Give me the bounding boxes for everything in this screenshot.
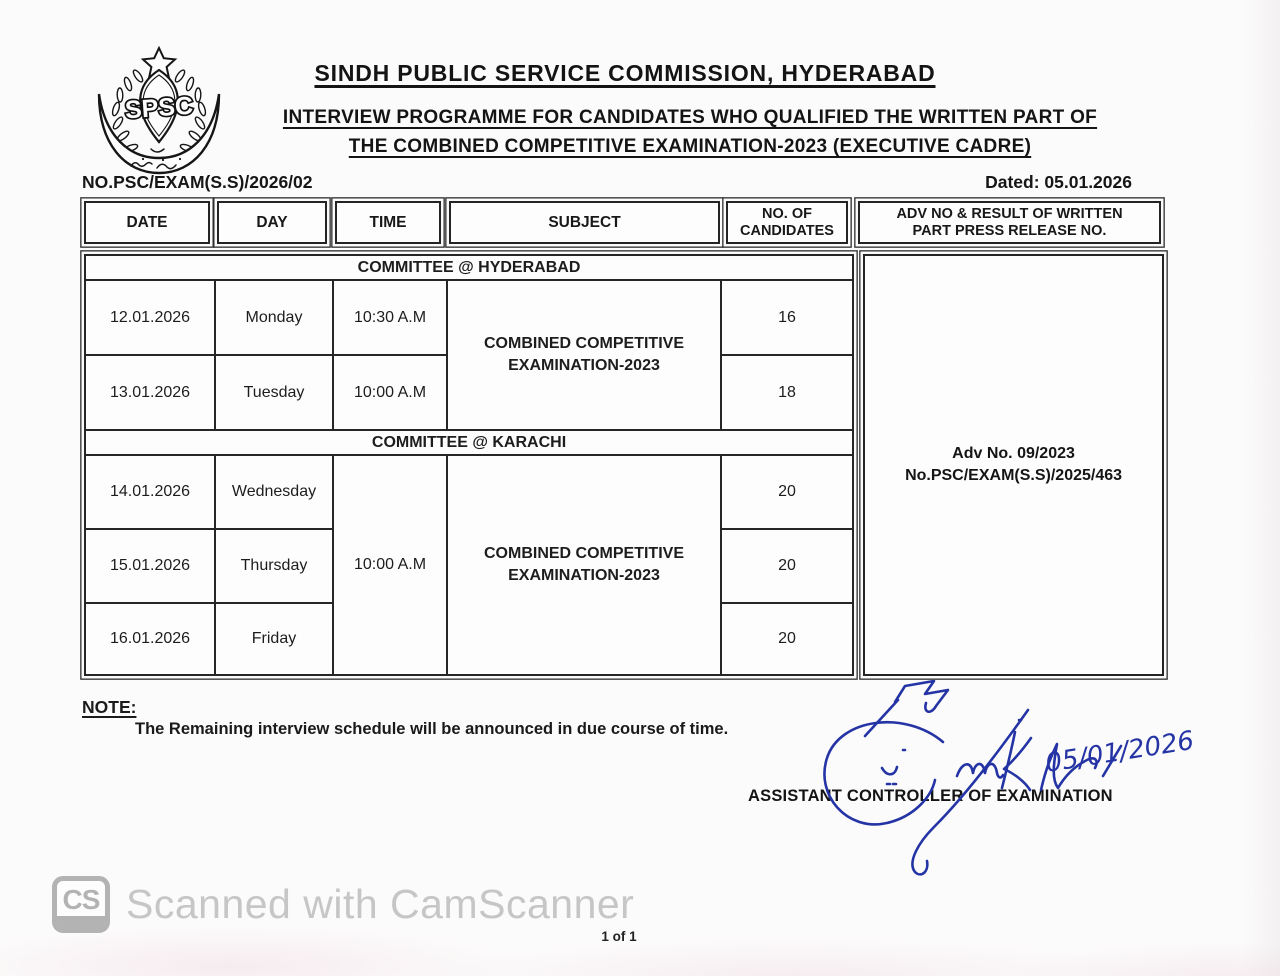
cell-candidates: 20 [721,529,853,603]
logo-monogram: SPSC [124,91,194,125]
camscanner-watermark [52,876,634,933]
signature [735,680,1205,880]
cell-time: 10:00 A.M [333,355,447,430]
subtitle-line-2: THE COMBINED COMPETITIVE EXAMINATION-2023 (EXECUTIVE CADRE) [348,136,1032,157]
dated-label: Dated: 05.01.2026 [985,172,1132,192]
cell-candidates: 16 [721,280,853,355]
schedule-table [84,254,854,676]
signature-date: 05/01/2026 [1043,725,1197,779]
cell-time: 10:30 A.M [333,280,447,355]
cell-date: 16.01.2026 [85,603,215,675]
cell-candidates: 20 [721,603,853,675]
cell-day: Wednesday [215,455,333,529]
camscanner-logo-bar [57,916,105,928]
section-title: COMMITTEE @ KARACHI [85,430,853,455]
note-label: NOTE: [82,697,137,717]
column-header-adv: ADV NO & RESULT OF WRITTEN PART PRESS RELEASE NO. [858,201,1161,244]
section-row-karachi [85,430,853,455]
cell-time-merged: 10:00 A.M [333,455,447,675]
cell-day: Friday [215,603,333,675]
cell-date: 15.01.2026 [85,529,215,603]
signatory-designation: ASSISTANT CONTROLLER OF EXAMINATION [748,787,1113,805]
schedule-body [84,254,1164,676]
camscanner-logo [52,876,110,933]
column-header-date: DATE [84,201,210,244]
cell-day: Thursday [215,529,333,603]
table-row [85,280,853,355]
note-text: The Remaining interview schedule will be announced in due course of time. [135,720,729,738]
adv-result-cell: Adv No. 09/2023 No.PSC/EXAM(S.S)/2025/463 [863,254,1164,676]
reference-number: NO.PSC/EXAM(S.S)/2026/02 [82,172,313,192]
cell-date: 12.01.2026 [85,280,215,355]
table-row [85,455,853,529]
cell-day: Monday [215,280,333,355]
camscanner-text: Scanned with CamScanner [126,881,635,927]
cell-date: 13.01.2026 [85,355,215,430]
cell-candidates: 20 [721,455,853,529]
cell-candidates: 18 [721,355,853,430]
column-header-day: DAY [217,201,327,244]
section-title: COMMITTEE @ HYDERABAD [85,255,853,280]
table-header-row [84,201,1174,244]
page-indicator: 1 of 1 [601,929,637,944]
cell-subject: COMBINED COMPETITIVE EXAMINATION-2023 [447,455,721,675]
cell-date: 14.01.2026 [85,455,215,529]
camscanner-logo-text: CS [62,884,100,915]
reference-row [82,172,1132,193]
subtitle-line-1: INTERVIEW PROGRAMME FOR CANDIDATES WHO QUALIFIED THE WRITTEN PART OF [282,107,1098,128]
column-header-subject: SUBJECT [449,201,720,244]
cell-subject: COMBINED COMPETITIVE EXAMINATION-2023 [447,280,721,430]
page-title: SINDH PUBLIC SERVICE COMMISSION, HYDERABAD [314,60,936,86]
document-subtitle [190,104,1190,162]
cell-day: Tuesday [215,355,333,430]
section-row-hyderabad [85,255,853,280]
column-header-time: TIME [335,201,441,244]
column-header-candidates: NO. OF CANDIDATES [726,201,848,244]
